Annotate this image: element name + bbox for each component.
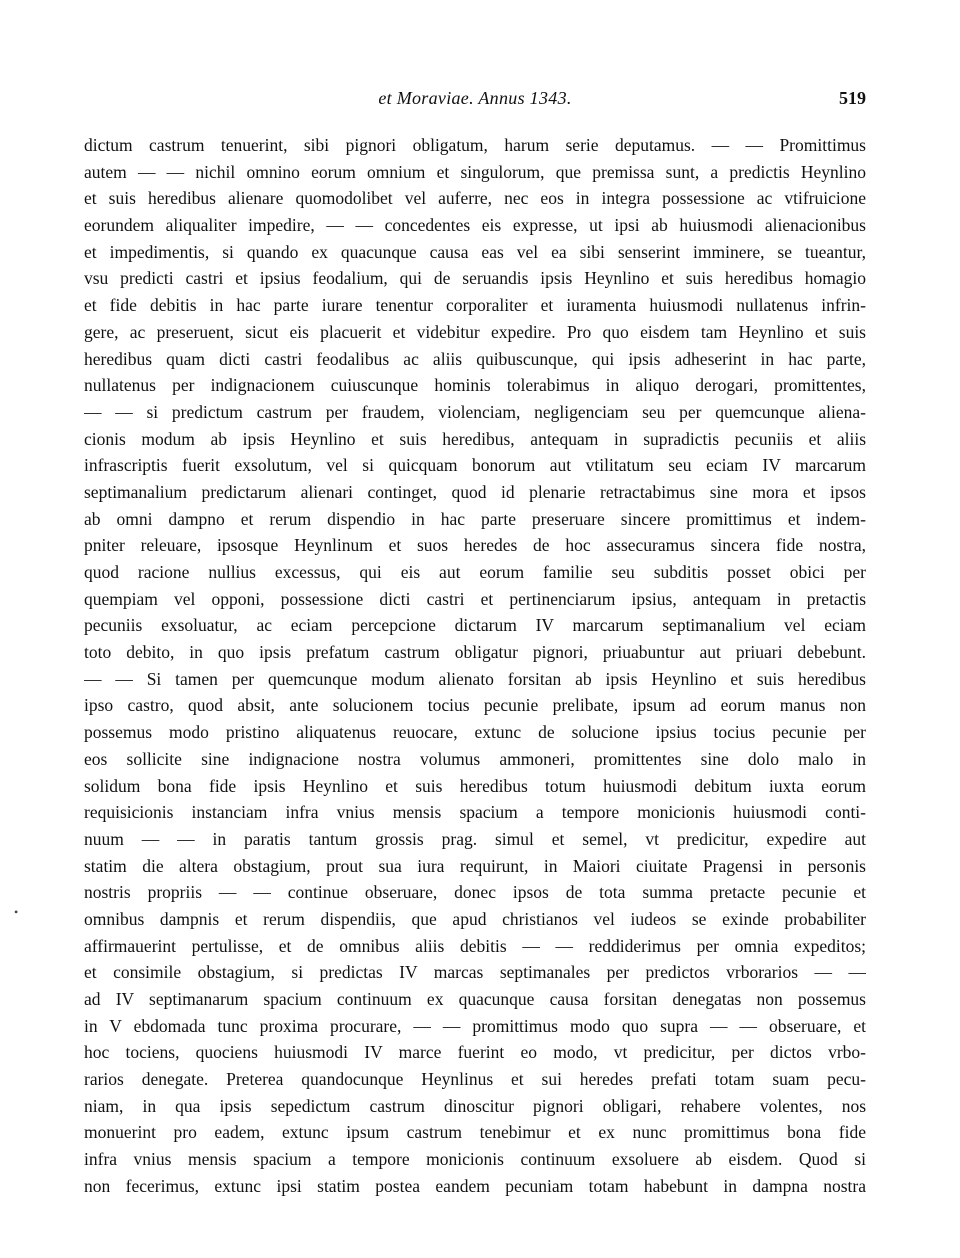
text-line: infrascriptis fuerit exsolutum, vel si quicquam bonorum aut vtilitatum seu eciam IV marcarum [84,455,866,476]
body-text [84,132,866,1200]
text-line: pecuniis exsoluatur, ac eciam percepcione dictarum IV marcarum septimanalium vel eciam [84,615,866,636]
text-line: niam, in qua ipsis sepedictum castrum dinoscitur pignori obligari, rehabere volentes, nos [84,1095,866,1116]
text-line: hoc tociens, quociens huiusmodi IV marce fuerint eo modo, vt predicitur, per dictos vrbo- [84,1042,866,1063]
text-line: solidum bona fide ipsis Heynlino et suis heredibus totum huiusmodi debitum iuxta eorum [84,775,866,796]
text-line: dictum castrum tenuerint, sibi pignori obligatum, harum serie deputamus. — — Promittimus [84,135,866,155]
margin-mark: • [14,905,19,919]
text-line: ipso castro, quod absit, ante solucionem tocius pecunie prelibate, ipsum ad eorum manus non [84,695,866,716]
text-line: gere, ac preseruent, sicut eis placuerit et videbitur expedire. Pro quo eisdem tam Heynlino et suis [84,321,866,342]
text-line: rarios denegate. Preterea quandocunque Heynlinus et sui heredes prefati totam suam pecu- [84,1069,866,1090]
text-line: quod racione nullius excessus, qui eis aut eorum familie seu subditis posset obici per [84,562,866,582]
text-line: non fecerimus, extunc ipsi statim postea eandem pecuniam totam habebunt in dampna nostra [84,1175,866,1196]
text-line: et fide debitis in hac parte iurare tenentur corporaliter et iuramenta huiusmodi nullatenus infrin- [84,295,866,316]
text-line: — — Si tamen per quemcunque modum alienato forsitan ab ipsis Heynlino et suis heredibus [84,668,866,689]
text-line: cionis modum ab ipsis Heynlino et suis heredibus, antequam in supradictis pecuniis et aliis [84,428,866,449]
text-line: et consimile obstagium, si predictas IV marcas septimanales per predictos vrborarios — — [84,962,866,983]
text-line: nullatenus per indignacionem cuiuscunque hominis tolerabimus in aliquo derogari, promittentes, [84,375,866,396]
text-line: septimanalium predictarum alienari continget, quod id plenarie retractabimus sine mora et ipsos [84,481,866,502]
page-number: 519 [839,88,866,108]
text-line: in V ebdomada tunc proxima procurare, — — promittimus modo quo supra — — obseruare, et [84,1015,866,1036]
text-line: toto debito, in quo ipsis prefatum castrum obligatur pignori, priuabuntur aut priuari debebunt. [84,642,866,663]
running-head [84,88,866,112]
text-line: pniter releuare, ipsosque Heynlinum et suos heredes de hoc assecuramus sincera fide nostra, [84,535,866,556]
text-line: ab omni dampno et rerum dispendio in hac parte preseruare sincere promittimus et indem- [84,508,866,529]
text-line: quempiam vel opponi, possessione dicti castri et pertinenciarum ipsius, antequam in pretactis [84,588,866,609]
text-line: nuum — — in paratis tantum grossis prag. simul et semel, vt predicitur, expedire aut [84,828,866,849]
text-line: possemus modo pristino aliquatenus reuocare, extunc de solucione ipsius tocius pecunie per [84,722,866,743]
text-line: heredibus quam dicti castri feodalibus ac aliis quibuscunque, qui ipsis adheserint in hac parte, [84,348,866,369]
running-head-title: et Moraviae. Annus 1343. [378,88,572,108]
text-line: vsu predicti castri et ipsius feodalium, qui de seruandis ipsis Heynlino et suis heredibus homagio [84,268,866,289]
text-line: infra vnius mensis spacium a tempore monicionis continuum exsoluere ab eisdem. Quod si [84,1149,866,1170]
text-line: monuerint pro eadem, extunc ipsum castrum tenebimur et ex nunc promittimus bona fide [84,1122,866,1143]
text-line: statim die altera obstagium, prout sua iura requirunt, in Maiori ciuitate Pragensi in personis [84,855,866,876]
text-line: et suis heredibus alienare quomodolibet vel auferre, nec eos in integra possessione ac vtifruicione [84,188,866,209]
text-line: et impedimentis, si quando ex quacunque causa eas vel ea sibi senserint imminere, se tueantur, [84,241,866,262]
text-line: autem — — nichil omnino eorum omnium et singulorum, que premissa sunt, a predictis Heynlino [84,161,866,182]
text-line: — — si predictum castrum per fraudem, violenciam, negligenciam seu per quemcunque aliena- [84,401,866,422]
text-line: omnibus dampnis et rerum dispendiis, que apud christianos vel iudeos se exinde probabiliter [84,908,866,929]
text-line: eos sollicite sine indignacione nostra volumus ammoneri, promittentes sine dolo malo in [84,748,866,769]
text-line: ad IV septimanarum spacium continuum ex quacunque causa forsitan denegatas non possemus [84,989,866,1009]
text-line: nostris propriis — — continue obseruare, donec ipsos de tota summa pretacte pecunie et [84,882,866,903]
text-line: affirmauerint pertulisse, et de omnibus aliis debitis — — reddiderimus per omnia expeditos; [84,935,866,956]
text-line: eorundem aliqualiter impedire, — — concedentes eis expresse, ut ipsi ab huiusmodi alienacionibus [84,215,866,236]
text-line: requisicionis instanciam infra vnius mensis spacium a tempore monicionis huiusmodi conti- [84,802,866,823]
